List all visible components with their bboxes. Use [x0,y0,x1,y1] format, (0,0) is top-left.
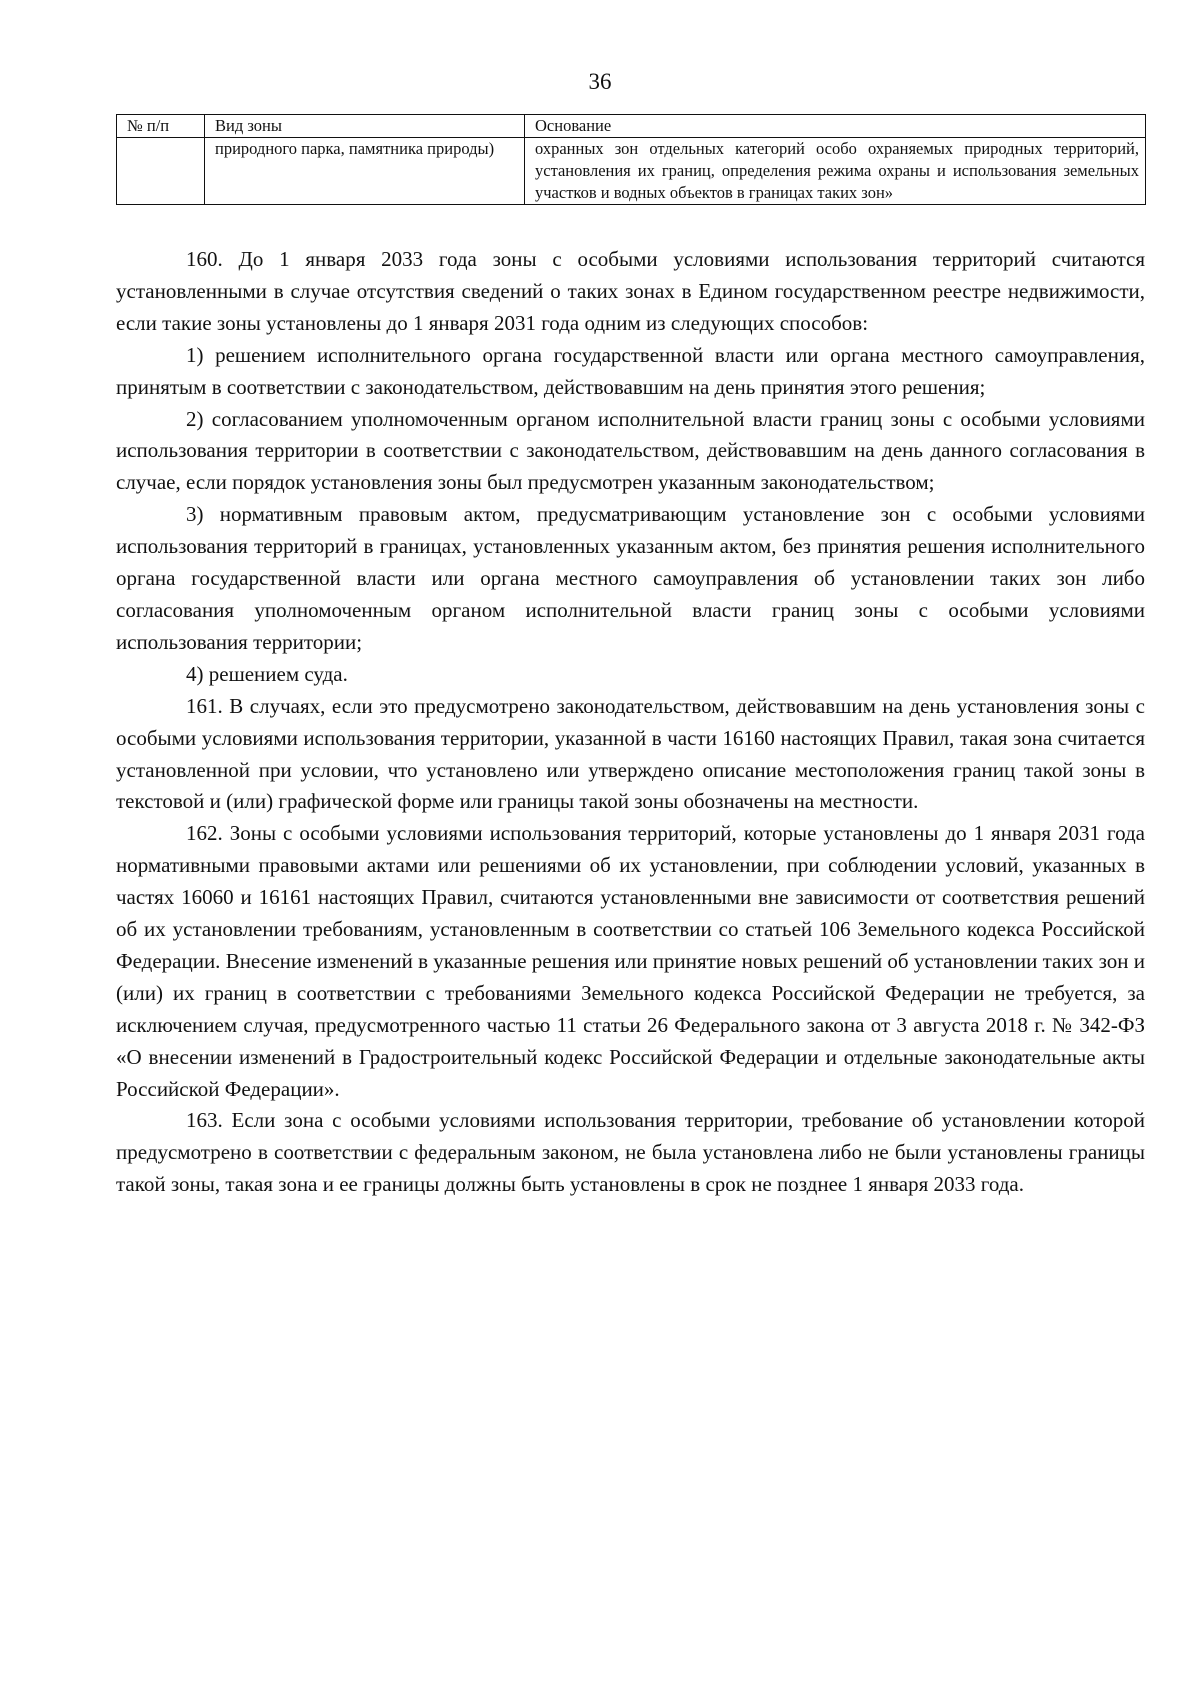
paragraph-160: 160. До 1 января 2033 года зоны с особыми условиями использования территорий считаются установленными в случае отсутствия сведений о таких зонах в Едином государственном реестре недвижимости, если такие зоны установлены до 1 января 2031 года одним из следующих способов: [116,247,1145,335]
zones-table [116,114,1146,205]
column-header-zone-type: Вид зоны [205,115,525,138]
cell-zone-type: природного парка, памятника природы) [205,138,525,205]
paragraph-160-item-1: 1) решением исполнительного органа государственной власти или органа местного самоуправления, принятым в соответствии с законодательством, действовавшим на день принятия этого решения; [116,342,1145,399]
table-header-row [117,115,1146,138]
paragraph-160-item-3: 3) нормативным правовым актом, предусматривающим установление зон с особыми условиями использования территорий в границах, установленных указанным актом, без принятия решения исполнительного органа государственной власти или органа местного самоуправления об установлении таких зон либо согласования уполномоченным органом исполнительной власти границ зоны с особыми условиями использования территории; [116,502,1145,654]
column-header-basis: Основание [525,115,1146,138]
table-row [117,138,1146,205]
paragraph-162: 162. Зоны с особыми условиями использования территорий, которые установлены до 1 января 2031 года нормативными правовыми актами или решениями об их установлении, при соблюдении условий, указанных в частях 16060 и 16161 настоящих Правил, считаются установленными вне зависимости от соответствия решений об их установлении требованиям, установленным в соответствии со статьей 106 Земельного кодекса Российской Федерации. Внесение изменений в указанные решения или принятие новых решений об установлении таких зон и (или) их границ в соответствии с требованиями Земельного кодекса Российской Федерации не требуется, за исключением случая, предусмотренного частью 11 статьи 26 Федерального закона от 3 августа 2018 г. № 342-ФЗ «О внесении изменений в Градостроительный кодекс Российской Федерации и отдельные законодательные акты Российской Федерации». [116,821,1145,1101]
cell-number [117,138,205,205]
document-body [116,244,1145,1201]
column-header-number: № п/п [117,115,205,138]
paragraph-163: 163. Если зона с особыми условиями использования территории, требование об установлении которой предусмотрено в соответствии с федеральным законом, не была установлена либо не были установлены границы такой зоны, такая зона и ее границы должны быть установлены в срок не позднее 1 января 2033 года. [116,1108,1145,1197]
paragraph-160-item-2: 2) согласованием уполномоченным органом исполнительной власти границ зоны с особыми условиями использования территории в соответствии с законодательством, действовавшим на день данного согласования в случае, если порядок установления зоны был предусмотрен указанным законодательством; [116,406,1145,495]
page-number: 36 [588,69,612,94]
paragraph-161: 161. В случаях, если это предусмотрено законодательством, действовавшим на день установления зоны с особыми условиями использования территории, указанной в части 16160 настоящих Правил, такая зона считается установленной при условии, что установлено или утверждено описание местоположения границ такой зоны в текстовой и (или) графической форме или границы такой зоны обозначены на местности. [116,693,1145,814]
paragraph-160-item-4: 4) решением суда. [186,661,348,686]
cell-basis: охранных зон отдельных категорий особо охраняемых природных территорий, установления их границ, определения режима охраны и использования земельных участков и водных объектов в границах таких зон» [525,138,1146,205]
